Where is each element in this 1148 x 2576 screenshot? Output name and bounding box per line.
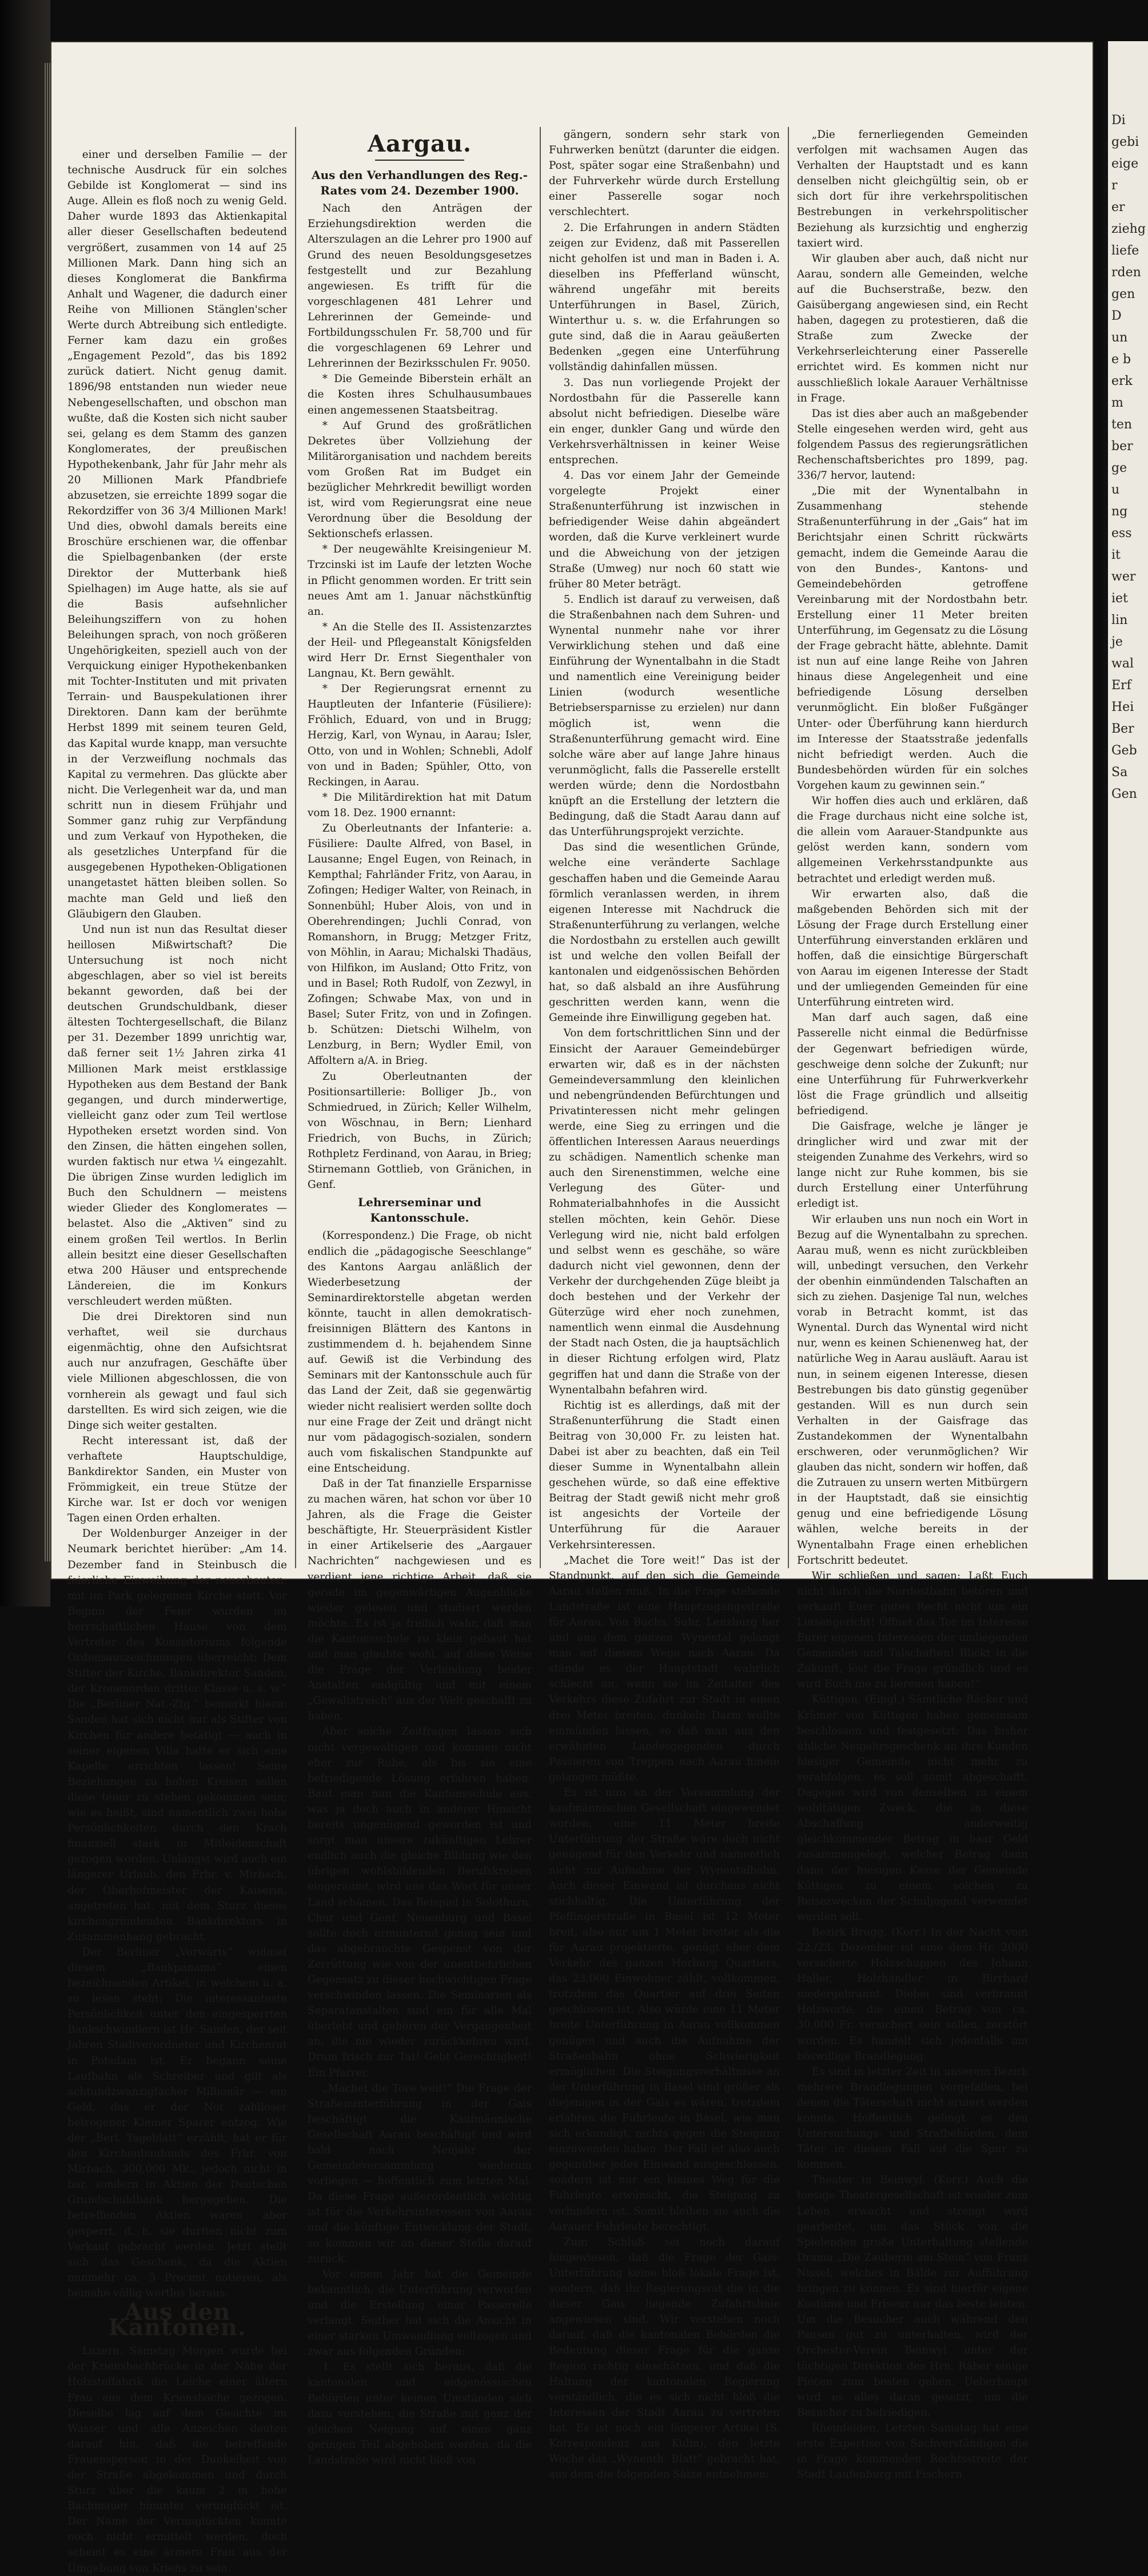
newspaper-page	[50, 41, 1094, 2574]
article-paragraph: Rheinfelden. Letzten Samstag hat eine erste Expertise von Sachverständigen die in Frage kommenden Rechtsstreite der Stadt Laufenburg mit Fischern	[797, 2422, 1028, 2481]
adjacent-page-fragment: ziehg	[1111, 222, 1146, 236]
adjacent-page-fragments	[1108, 41, 1148, 805]
article-paragraph: * Der Regierungsrat ernennt zu Hauptleuten der Infanterie (Füsiliere): Fröhlich, Eduard, von und in Brugg; Herzig, Karl, von Wynau, in Aarau; Isler, Otto, von und in Wohlen; Schnebli, Adolf von und in Baden; Spühler, Otto, von Reckingen, in Aarau.	[308, 683, 532, 788]
adjacent-page-fragment: ess	[1111, 526, 1132, 540]
adjacent-page-fragment: un	[1111, 331, 1128, 345]
article-paragraph: gängern, sondern sehr stark von Fuhrwerken benützt (darunter die eidgen. Post, später sogar eine Straßenbahn) und der Fuhrverkehr würde durch Erstellung einer Passerelle sogar noch verschlechtert.	[549, 129, 780, 218]
article-paragraph: * Die Gemeinde Biberstein erhält an die Kosten ihres Schulhausumbaues einen angemessenen Staatsbeitrag.	[308, 373, 532, 416]
article-paragraph: einer und derselben Familie — der technische Ausdruck für ein solches Gebilde ist Konglomerat — sind ins Auge. Allein es floß noch zu wenig Geld. Daher wurde 1893 das Aktienkapital aller dieser Gesellschaften bedeutend vergrößert, zusammen von 14 auf 25 Millionen Mark. Dann hing sich an dieses Konglomerat die Bankfirma Anhalt und Wagener, die dadurch einer Reihe von Millionen Stänglen'scher Werte durch Abtreibung sich entledigte. Ferner kam dazu ein großes „Engagement Pezold“, das bis 1892 zurück datiert. Nicht genug damit. 1896/98 entstanden nun wieder neue Nebengesellschaften, und obschon man wußte, daß die Kosten sich nicht sauber sei, gelang es dem Stamm des ganzen Konglomerates, der preußischen Hypothekenbank, Jahr für Jahr mehr als 20 Millionen Mark Pfandbriefe abzusetzen, sie erreichte 1899 sogar die Rekordziffer von 36 3/4 Millionen Mark! Und dies, obwohl damals bereits eine Broschüre erschienen war, die offenbar die Spielbagenbanken (der erste Direktor der Mutterbank hieß Spielhagen) im Auge hatte, als sie auf die Basis aufsehnlicher Beleihungsziffern von zu hohen Beleihungen sprach, von noch größeren Ungehörigkeiten, speziell auch von der Verquickung einiger Hypothekenbanken mit Tochter-Instituten und mit privaten Terrain- und Bauspekulationen ihrer Direktoren. Dann kam der berühmte Herbst 1899 mit seinem teuren Geld, das Kapital wurde knapp, man versuchte in der Verzweiflung nochmals das Kapital zu vermehren. Das glückte aber nicht. Die Verlegenheit war da, und man schritt nun in diesem Frühjahr und Sommer ganz ruhig zur Verpfändung und zum Verkauf von Hypotheken, die als gesetzliches Unterpfand für die ausgegebenen Hypotheken-Obligationen unangetastet hätten bleiben sollen. So machte man Geld und ließ den Gläubigern den Glauben.	[67, 149, 287, 920]
adjacent-page-fragment: Di	[1111, 113, 1126, 128]
column-rule	[788, 127, 789, 1568]
column-3	[549, 127, 780, 2481]
article-paragraph: 1. Es stellt sich heraus, daß die kantonalen und eidgenössischen Behörden unter keinen Umständen sich dazu verstehen, die Straße mit ganz der gleichen Neigung auf einen ganz geringen Teil abgehoben werden, da die Landstraße wird nicht bloß von	[308, 2361, 532, 2466]
article-paragraph: Das sind die wesentlichen Gründe, welche eine veränderte Sachlage geschaffen haben und die Gemeinde Aarau förmlich veranlassen werden, in ihrem eigenen Interesse mit Nachdruck die Straßenunterführung zu verlangen, welche die Nordostbahn zu erstellen auch gewillt ist und welche den vollen Beifall der kantonalen und eidgenössischen Behörden hat, so daß alsbald an ihre Ausführung geschritten werden kann, wenn die Gemeinde ihre Einwilligung gegeben hat.	[549, 841, 780, 1024]
adjacent-page-fragment: gebi	[1111, 135, 1139, 149]
adjacent-page-fragment: wal	[1111, 657, 1134, 671]
adjacent-page-fragment: erk	[1111, 374, 1133, 388]
column-4	[797, 127, 1028, 2481]
subheading: Lehrerseminar und Kantonsschule.	[358, 1195, 481, 1225]
adjacent-page-fragment: ten	[1111, 418, 1133, 432]
adjacent-page-fragment: ge	[1111, 461, 1127, 475]
adjacent-page-fragment: eige	[1111, 157, 1139, 171]
article-paragraph: Die Gaisfrage, welche je länger je dringlicher wird und zwar mit der steigenden Zunahme des Verkehrs, wird so lange nicht zur Ruhe kommen, bis sie durch Erstellung einer Unterführung erledigt ist.	[797, 1120, 1028, 1210]
article-paragraph: * An die Stelle des II. Assistenzarztes der Heil- und Pflegeanstalt Königsfelden wird Herr Dr. Ernst Siegenthaler von Langnau, Kt. Bern gewählt.	[308, 621, 532, 680]
article-paragraph: Richtig ist es allerdings, daß mit der Straßenunterführung die Stadt einen Beitrag von 30,000 Fr. zu leisten hat. Dabei ist aber zu beachten, daß ein Teil dieser Summe in Wynentalbahn allein geschehen würde, so daß eine effektive Beitrag der Stadt gewiß nicht mehr groß ist angesichts der Vorteile der Unterführung für die Aarauer Verkehrsinteressen.	[549, 1399, 780, 1551]
adjacent-page-fragment: u	[1111, 483, 1120, 497]
adjacent-page-fragment: Geb	[1111, 744, 1137, 758]
article-paragraph: Zu Oberleutnanten der Positionsartillerie: Bolliger Jb., von Schmiedrued, in Zürich; Keller Wilhelm, von Wöschnau, in Bern; Lienhard Friedrich, von Buchs, in Zürich; Rothpletz Ferdinand, von Aarau, in Brieg; Stirnemann Gottlieb, von Gränichen, in Genf.	[308, 1070, 532, 1191]
article-paragraph: Wir glauben aber auch, daß nicht nur Aarau, sondern alle Gemeinden, welche auf die Buchserstraße, bezw. den Gaisübergang angewiesen sind, ein Recht haben, dagegen zu protestieren, daß die Straße zum Zwecke der Verkehrserleichterung einer Passerelle errichtet wird. Es kommen nicht nur ausschließlich lokale Aarauer Verhältnisse in Frage.	[797, 252, 1028, 404]
article-paragraph: „Machet die Tore weit!“ Die Frage der Straßenunterführung in der Gais beschäftigt die Kaufmännische Gesellschaft Aarau beschäftigt und wird bald nach Neujahr der Gemeindeversammlung wiederum vorliegen — hoffentlich zum letzten Mal. Da diese Frage außerordentlich wichtig ist für die Verkehrsinteressen von Aarau und die künftige Entwicklung der Stadt, so kommen wir an dieser Stelle darauf zurück.	[308, 2082, 532, 2265]
article-paragraph: Zu Oberleutnants der Infanterie: a. Füsiliere: Daulte Alfred, von Basel, in Lausanne; Engel Eugen, von Reinach, in Kempthal; Fahrländer Fritz, von Aarau, in Zofingen; Hediger Walter, von Reinach, in Sonnenbühl; Huber Alois, von und in Oberehrendingen; Juchli Conrad, von Romanshorn, in Brugg; Metzger Fritz, von Möhlin, in Aarau; Michalski Thadäus, von Hilfikon, im Ausland; Otto Fritz, von und in Basel; Roth Rudolf, von Zezwyl, in Zofingen; Schwabe Max, von und in Basel; Suter Fritz, von und in Zofingen. b. Schützen: Dietschi Wilhelm, von Lenzburg, in Bern; Wydler Emil, von Affoltern a/A. in Brieg.	[308, 822, 532, 1067]
adjacent-page-fragment: liefe	[1111, 244, 1139, 258]
adjacent-page-fragment: m	[1111, 396, 1123, 410]
column-2	[308, 130, 532, 2466]
adjacent-page-fragment: D	[1111, 309, 1122, 323]
article-paragraph: Und nun ist nun das Resultat dieser heillosen Mißwirtschaft? Die Untersuchung ist noch nicht abgeschlagen, aber so viel ist bereits bekannt geworden, daß bei der deutschen Grundschuldbank, dieser ältesten Tochtergesellschaft, die Bilanz per 31. Dezember 1899 unrichtig war, daß ferner seit 1½ Jahren zirka 41 Millionen Mark meist erstklassige Hypotheken aus dem Bestand der Bank gegangen, und durch minderwertige, vielleicht ganz oder zum Teil wertlose Hypotheken ersetzt worden sind. Von den Zinsen, die hätten eingehen sollen, wurden faktisch nur etwa ¼ eingezahlt. Die übrigen Zinse wurden lediglich im Buch den Schuldnern — meistens wieder Glieder des Konglomerates — belastet. Also die „Aktiven“ sind zu einem großen Teil wertlos. In Berlin allein besitzt eine dieser Gesellschaften etwa 200 Häuser und entsprechende Ländereien, die im Konkurs verschleudert werden müßten.	[67, 923, 287, 1307]
adjacent-page-fragment: lin	[1111, 613, 1128, 627]
article-paragraph: Recht interessant ist, daß der verhaftete Hauptschuldige, Bankdirektor Sanden, ein Muster von Frömmigkeit, ein treue Stütze der Kirche war. Ist er doch vor wenigen Tagen einen Orden erhalten.	[67, 1434, 287, 1525]
heading-rule	[375, 160, 465, 161]
adjacent-page-fragment: Sa	[1111, 765, 1128, 780]
article-paragraph: Küttigen. (Eingl.) Sämtliche Bäcker und Krämer von Küttigen haben gemeinsam beschlossen und festgesetzt: Das bisher übliche Neujahrsgeschenk an ihre Kunden hiesiger Gemeinde nicht mehr zu verabfolgen, es soll somit abgeschafft. Dagegen wird von denselben zu einem wohltätigen Zweck, die in diese Abschaffung anderweitig gleichkommender Betrag in baar Geld zusammengelegt, welcher Betrag dann dann der hiesigen Kasse der Gemeinde Küttigen zu einem solchen zu Reisezwecken der Schuljugend verwendet werden soll.	[797, 1694, 1028, 1923]
column-rule	[295, 127, 296, 1568]
article-paragraph: „Machet die Tore weit!“ Das ist der Standpunkt, auf den sich die Gemeinde Aarau stellen muß. In die Frage stehende Landstraße ist eine Hauptzugangsstraße für Aarau. Von Buchs, Suhr, Lenzburg her und aus dem ganzen Wynental gelangt man auf diesem Wege nach Aarau. Da stände es der Hauptstadt wahrlich schlecht an, wenn sie im Zeitalter des Verkehrs diese Zufahrt zur Stadt in einen drei Meter breiten, dunkeln Darm wollte einmünden lassen, so daß man aus den erwähnten Landesgegenden durch Passieren von Treppen nach Aarau hinein gelangen müßte.	[549, 1554, 780, 1783]
column-1	[67, 147, 287, 2574]
article-paragraph: Der Woldenburger Anzeiger in der Neumark berichtet hierüber: „Am 14. Dezember fand in Steinbusch die feierliche Einweihung der neuerbauten, mit im Park gelegenen Kirche statt. Vor Beginn der Feier wurden im herrschaftlichen Hause von dem Vertreter des Konsistoriums folgende Ordensauszeichnungen überreicht: Dem Stifter der Kirche, Bankdirektor Sanden, der Kronenorden dritter Klasse u. s. w.“ Die „Berliner Nat.-Ztg.“ bemerkt hiezu: Sanden hat sich nicht nur als Stifter von Kirchen für andere betätigt — auch in seiner eigenen Villa hatte er sich eine Kapelle errichten lassen! Seine Beziehungen zu hohen Kreisen sollen diese teuer zu stehen gekommen sein; wie es heißt, sind namentlich zwei hohe Persönlichkeiten durch den Krach finanziell stark in Mitleidenschaft gezogen worden. Unlängst wird auch ein längerer Urlaub, den Frhr. v. Mirbach, der Oberhofmeister der Kaiserin, angetreten hat, mit dem Sturz dieses kirchengründenden Bankdirektors in Zusammenhang gebracht.	[67, 1528, 287, 1943]
article-paragraph: Theater in Beinwyl. (Korr.) Auch die hiesige Theatergesellschaft ist wieder zum Leben erwacht und strengt wird gearbeitet, um das Stück von die Spielenden große Unterhaltung stellende Drama „Die Zauberin am Stein“ von Franz Nissel, welches in Bälde zur Aufführung bringen zu können. Es sind hierfür eigene Kostüme und Friseur nur das beste leisten. Um die Besucher auch während den Pausen gut zu unterhalten, wird der Orchester-Verein Beinwyl unter der tüchtigen Direktion des Hrn. Räber einige Piecen zum besten geben. Ueberhaupt wird es alles daran gesetzt, um die Besucher zu befriedigen.	[797, 2174, 1028, 2419]
article-paragraph: Die drei Direktoren sind nun verhaftet, weil sie durchaus eigenmächtig, ohne den Aufsichtsrat auch nur anzufragen, Geschäfte über viele Millionen abgeschlossen, die von vornherein als gewagt und faul sich darstellten. Es wird sich zeigen, wie die Dinge sich weiter gestalten.	[67, 1311, 287, 1432]
adjacent-page-fragment: Ber	[1111, 722, 1134, 736]
article-paragraph: Vor einem Jahr hat die Gemeinde bekanntlich, die Unterführung verworfen und die Erstellung einer Passerelle verlangt. Seither hat sich die Ansicht in einer starken Umwandlung vollzogen und zwar aus folgenden Gründen:	[308, 2268, 532, 2358]
article-paragraph: Zum Schluß sei noch darauf hingewiesen, daß die Frage der Gais-Unterführung keine bloß lokale Frage ist, sondern, daß ihr Regierungsrat die in die dieser Gais liegende Zufahrtslinie angewiesen sind. Wir verstehen noch darauf, daß die kantonalen Behörden die Bedeutung dieser Frage für die ganze Region richtig einschätzen, und daß die Haltung der kantonalen Regierung verständlich, die es sich nicht bloß die Interessen der Stadt Aarau zu vertreten hat. Es ist noch ein längerer Artikel (S. Korrespondenz aus Kulm), den letzte Woche das „Wynenth. Blatt“ gebracht hat, aus dem die folgenden Sätze entnehmen:	[549, 2236, 780, 2481]
article-paragraph: Wir hoffen dies auch und erklären, daß die Frage durchaus nicht eine solche ist, die allein vom Aarauer-Standpunkte aus gelöst werden kann, sondern vom allgemeinen Verkehrsstandpunkte aus betrachtet und erledigt werden muß.	[797, 795, 1028, 885]
section-heading: Aus den Kantonen.	[108, 2299, 246, 2342]
column-rule	[540, 127, 541, 1568]
article-paragraph: Aber solche Zeitfragen lassen sich nicht vergewaltigen und kommen nicht eher zur Ruhe, als bis sie eine befriedigende Lösung erfahren haben. Baut man nun die Kantonsschule aus, was ja doch auch in anderer Hinsicht bereits ungenügend geworden ist und sorgt man unsere zukünftigen Lehrer endlich auch die gleiche Bildung wie den übrigen wohlsbildenden Berufskreisen eingeräumt, wird uns das Wort für unser Land schämen. Das Beispiel in Solothurn, Chur und Genf, Neuenburg und Basel sollte doch ermunternd genug sein und das abgebrauchte Gespenst von der Zerrüttung wie von der unentbehrlichen Gegensatz zu dieser hochwichtigen Frage verschwinden lassen. Die Seminarien als Separatanstalten sind ein für alle Mal überlebt und gehören der Vergangenheit an, die nie wieder zurückkehren wird. Drum frisch zur Tat! Gebt Gerechtigkeit! Ein Pfarrer.	[308, 1726, 532, 2079]
article-paragraph: Es ist nun an der Versammlung der kaufmännischen Gesellschaft eingewendet worden, eine 11 Meter breite Unterführung der Straße wäre doch nicht genügend für den Verkehr und namentlich nicht zur Aufnahme der Wynentalbahn. Auch dieser Einwand ist durchaus nicht stichhaltig. Die Unterführung der Pfeffingerstraße in Basel ist 12 Meter breit, also nur um 1 Meter breiter als die für Aarau projektierte, genügt aber dem Verkehr des ganzen Horburg Quartiers, das 23,000 Einwohner zählt, vollkommen, trotzdem das Quartier auf drei Seiten geschlossen ist. Also würde eine 11 Meter breite Unterführung in Aarau vollkommen genügen und auch die Aufnahme der Straßenbahn ohne Schwierigkeit ermöglichen. Die Steigungsverhältnisse an der Unterführung in Basel sind größer als diejenigen in der Gais es wären, trotzdem erfahren die Fuhrleute in Basel, wie man sich erkundigt, nichts gegen die Steigung einzuwenden haben. Der Fall ist also auch gegenüber jedes Einwand ausgeschlossen, sondern ist nur ein kleines Weg für die Fuhrleute erwünscht, die Steigung zu verhindern ist. Somit bleiben sie auch die Aarauer Fuhrleute berechtigt.	[549, 1787, 780, 2233]
article-paragraph: 5. Endlich ist darauf zu verweisen, daß die Straßenbahnen nach dem Suhren- und Wynental nunmehr nahe vor ihrer Verwirklichung stehen und daß eine Einführung der Wynentalbahn in die Stadt und namentlich eine Vereinigung beider Linien (wodurch wesentliche Betriebsersparnisse zu erzielen) nur dann möglich ist, wenn die Straßenunterführung gemacht wird. Eine solche wäre aber auf lange Jahre hinaus verunmöglicht, falls die Passerelle erstellt werden würde; denn die Nordostbahn knüpft an die Erstellung der letztern die Bedingung, daß die Stadt Aarau dann auf das Unterführungsprojekt verzichte.	[549, 593, 780, 838]
article-paragraph: „Die fernerliegenden Gemeinden verfolgen mit wachsamen Augen das Verhalten der Hauptstadt und es kann denselben nicht gleichgültig sein, ob er sich dort für ihre verkehrspolitischen Bestrebungen in verkehrspolitischer Beziehung als kurzsichtig und engherzig taxiert wird.	[797, 129, 1028, 249]
article-paragraph: Von dem fortschrittlichen Sinn und der Einsicht der Aarauer Gemeindebürger erwarten wir, daß es in der nächsten Gemeindeversammlung den kleinlichen und nebengründenden Befürchtungen und Privatinteressen nicht mehr gelingen werde, eine Sieg zu erringen und die öffentlichen Interessen Aaraus neuerdings zu schädigen. Namentlich schenke man auch den Sirenenstimmen, welche eine Verlegung des Güter- und Rohmaterialbahnhofes in die Aussicht stellen möchten, kein Gehör. Diese Verlegung wird nie, nicht bald erfolgen und selbst wenn es geschähe, so wäre dadurch nicht viel gewonnen, denn der Verkehr der durchgehenden Züge bleibt ja doch bestehen und der Verkehr der Güterzüge wird eher noch zunehmen, namentlich wenn einmal die Ausdehnung der Stadt nach Osten, die ja hauptsächlich in dieser Richtung erfolgen wird, Platz gegriffen hat und dann die Straße von der Wynentalbahn befahren wird.	[549, 1027, 780, 1396]
article-paragraph: * Die Militärdirektion hat mit Datum vom 18. Dez. 1900 ernannt:	[308, 791, 532, 819]
adjacent-page-fragment: r	[1111, 178, 1118, 193]
article-paragraph: * Der neugewählte Kreisingenieur M. Trzcinski ist im Laufe der letzten Woche in Pflicht genommen worden. Er tritt sein neues Amt am 1. Januar nächstkünftig an.	[308, 543, 532, 618]
article-paragraph: Wir schließen und sagen: Laßt Euch nicht durch die Nordostbahn betören und verkauft Euer gutes Recht nicht um ein Linsengericht! Öffnet das Tor im Interesse Eurer eigenen Interessen der umliegenden Gemeinden und Talschaften! Blickt in die Zukunft, löst die Frage gründlich und es wird Euch nie zu bereuen haben!“	[797, 1569, 1028, 1691]
adjacent-page-fragment: iet	[1111, 591, 1128, 606]
subheading: Aus den Verhandlungen des Reg.-Rates vom 24. Dezember 1900.	[312, 168, 528, 198]
adjacent-page-fragment: e b	[1111, 352, 1131, 367]
article-paragraph: 3. Das nun vorliegende Projekt der Nordostbahn für die Passerelle kann absolut nicht befriedigen. Dieselbe wäre ein enger, dunkler Gang und würde den Verkehrsverhältnissen in keiner Weise entsprechen.	[549, 376, 780, 466]
section-heading: Aargau.	[368, 130, 472, 157]
article-paragraph: Man darf auch sagen, daß eine Passerelle nicht einmal die Bedürfnisse der Gegenwart befriedigen würde, geschweige denn solche der Zukunft; nur eine Unterführung für Fuhrwerkverkehr löst die Frage gründlich und allseitig befriedigend.	[797, 1012, 1028, 1117]
article-paragraph: Nach den Anträgen der Erziehungsdirektion werden die Alterszulagen an die Lehrer pro 1900 auf Grund des neuen Besoldungsgesetzes festgestellt und zur Bezahlung angewiesen. Es trifft für die vorgeschlagenen 481 Lehrer und Lehrerinnen der Gemeinde- und Fortbildungsschulen Fr. 58,700 und für die vorgeschlagenen 69 Lehrer und Lehrerinnen der Bezirksschulen Fr. 9050.	[308, 202, 532, 370]
adjacent-page-fragment: ber	[1111, 439, 1133, 454]
adjacent-page-fragment: gen	[1111, 287, 1135, 301]
article-paragraph: 4. Das vor einem Jahr der Gemeinde vorgelegte Projekt einer Straßenunterführung ist inzwischen in befriedigender Weise dahin abgeändert worden, daß die Kurve verkleinert wurde und die Abweichung von der jetzigen Straße (Umweg) nur noch 60 statt wie früher 80 Meter beträgt.	[549, 470, 780, 590]
adjacent-page-fragment: er	[1111, 200, 1125, 214]
adjacent-page-fragment: Gen	[1111, 787, 1137, 801]
article-paragraph: 2. Die Erfahrungen in andern Städten zeigen zur Evidenz, daß mit Passerellen nicht geholfen ist und man in Baden i. A. dieselben ins Pfefferland wünscht, während ungefähr mit bereits Unterführungen in Basel, Zürich, Winterthur u. s. w. die Erfahrungen so gute sind, daß die in Aarau geäußerten Bedenken „gegen eine Unterführung vollständig dahinfallen müssen.	[549, 221, 780, 373]
article-paragraph: (Korrespondenz.) Die Frage, ob nicht endlich die „pädagogische Seeschlange“ des Kantons Aargau anläßlich der Wiederbesetzung der Seminardirektorstelle abgetan werden könnte, taucht in allen demokratisch-freisinnigen Blättern des Kantons in zustimmendem d. h. bejahendem Sinne auf. Gewiß ist die Verbindung des Seminars mit der Kantonsschule auch für das Land der Zeit, daß sie gegenwärtig wieder nicht realisiert werden sollte doch nur eine Frage der Zeit und drängt nicht nur vom pädagogisch-sozialen, sondern auch vom fiskalischen Standpunkte auf eine Entscheidung.	[308, 1230, 532, 1474]
adjacent-page-fragment: ng	[1111, 504, 1128, 519]
adjacent-page-fragment: it	[1111, 548, 1121, 562]
article-paragraph: Daß in der Tat finanzielle Ersparnisse zu machen wären, hat schon vor über 10 Jahren, als die Frage die Geister beschäftigte, Hr. Steuerpräsident Kistler in einer Artikelserie des „Aargauer Nachrichten“ nachgewiesen und es verdient jene richtige Arbeit, daß sie gerade im gegenwärtigen Augenblicke wieder gelesen und studiert werden möchte. Es ist ja freilich wahr, daß man die Kantonsschule zu klein gebaut hat und man glaubte wohl, auf diese Weise die Frage der Verbindung beider Anstalten endgültig und mit einem „Gewaltstreich“ aus der Welt geschafft zu haben.	[308, 1477, 532, 1723]
adjacent-page-strip	[1103, 41, 1148, 1580]
article-paragraph: Wir erwarten also, daß die maßgebenden Behörden sich mit der Lösung der Frage durch Erstellung einer Unterführung einverstanden erklären und hoffen, daß die einsichtige Bürgerschaft von Aarau im eigenen Interesse der Stadt und der umliegenden Gemeinden für eine Unterführung eintreten wird.	[797, 888, 1028, 1009]
book-binding	[0, 0, 50, 1607]
article-paragraph: „Die mit der Wynentalbahn in Zusammenhang stehende Straßenunterführung in der „Gais“ hat im Berichtsjahr einen Schritt rückwärts gemacht, indem die Gemeinde Aarau die von den Bundes-, Kantons- und Gemeindebehörden getroffene Vereinbarung mit der Nordostbahn betr. Erstellung einer 11 Meter breiten Unterführung, im Gegensatz zu die Lösung der Frage gebracht hätte, ablehnte. Damit ist nun auf eine lange Reihe von Jahren hinaus diese Angelegenheit und eine befriedigende Lösung derselben verunmöglicht. Ein bloßer Fußgänger Unter- oder Überführung kann hierdurch im Interesse der Staatsstraße jedenfalls nicht befriedigt werden. Auch die Bundesbehörden würden für ein solches Vorgehen kaum zu gewinnen sein.“	[797, 485, 1028, 792]
article-paragraph: Luzern. Samstag Morgen wurde bei der Kriensbachbrücke in der Nähe der Holzstoffabrik die Leiche einer ältern Frau aus dem Kriensbache gezogen. Dieselbe lag auf dem Gesichte im Wasser und alle Anzeichen deuten darauf hin, daß die betreffende Frauensperson in der Dunkelheit von der Straße abgekommen und durch Sturz über die kaum 2 m hohe Bachmauer hinunter verunglückt ist. Der Name der Verunglückten konnte noch nicht ermittelt werden, doch scheint es eine ärmere Frau aus der Umgebung von Kriens zu sein.	[67, 2345, 287, 2574]
adjacent-page-fragment: Hei	[1111, 700, 1134, 714]
article-paragraph: Wir erlauben uns nun noch ein Wort in Bezug auf die Wynentalbahn zu sprechen. Aarau muß, wenn es nicht zurückbleiben will, unbedingt versuchen, den Verkehr der obenhin einmündenden Talschaften an sich zu ziehen. Dasjenige Tal nun, welches vorab in Betracht kommt, ist das Wynental. Durch das Wynental wird nicht nur, wenn es keinen Schienenweg hat, der natürliche Weg in Aarau ausläuft. Aarau ist nun, in seinem eigenen Interesse, diesen Bestrebungen bis dato günstig gegenüber gestanden. Will es nun durch sein Verhalten in der Gaisfrage das Zustandekommen der Wynentalbahn erschweren, oder verunmöglichen? Wir glauben das nicht, sondern wir hoffen, daß die Zutrauen zu unsern werten Mitbürgern in der Hauptstadt, daß sie einsichtig genug und eine befriedigende Lösung wählen, welche bereits in der Wynentalbahn Frage einen erheblichen Fortschritt bedeutet.	[797, 1213, 1028, 1567]
article-paragraph: Das ist dies aber auch an maßgebender Stelle eingesehen werden wird, geht aus folgendem Passus des regierungsrätlichen Rechenschaftsberichtes pro 1899, pag. 336/7 hervor, lautend:	[797, 407, 1028, 482]
adjacent-page-fragment: je	[1111, 635, 1123, 649]
article-paragraph: Der Berliner „Vorwärts“ widmet diesem „Bankpanama“ einen bezeichnenden Artikel, in welchem u. a. zu lesen steht: Die interessanteste Persönlichkeit unter den eingesperrten Bankschwindlern ist Hr. Sanden, der seit Jahren Stadtverordneter und Kirchenrat in Potsdam ist. Er begann seine Laufbahn als Schreiber und gilt als achtundzwanzigfacher Millionär — ein Geld, das er der Not zahlloser betrogener Kleiner Sparer entzog. Wie der „Berl. Tageblatt“ erzählt, hat er für den Kirchenbaufonds des Frhr. von Mirbach, 300,000 Mk., jedoch nicht in bar, sondern in Aktien der Deutschen Grundschuldbank hergegeben. Die betreffenden Aktien waren aber gesperrt, d. h. sie durften nicht zum Verkauf gebracht werden. Jetzt stellt sich das Geschenk, da die Aktien nunmehr ca. 5 Procent notieren, als beinahe völlig wertlos heraus.	[67, 1946, 287, 2299]
adjacent-page-fragment: wer	[1111, 570, 1136, 584]
article-paragraph: * Auf Grund des großrätlichen Dekretes über Vollziehung der Militärorganisation und nachdem bereits vom Großen Rat im Budget ein bezüglicher Mehrkredit bewilligt worden ist, wird vom Regierungsrat eine neue Verordnung über die Besoldung der Sektionschefs erlassen.	[308, 419, 532, 540]
adjacent-page-fragment: rden	[1111, 265, 1141, 280]
adjacent-page-fragment: Erf	[1111, 678, 1131, 693]
article-paragraph: Bezirk Brugg. (Korr.) In der Nacht vom 22./23. Dezember ist eine dem Hr. 2000 versicherte Holzschuppen des Johann Haller, Holzhändler in Birrhard niedergebrannt. Diebei sind verbrannt Holzworte, die einen Betrag von ca. 30,000 Fr. versichert sein sollen, zerstört worden. Es handelt sich jedenfalls um böswillige Brandlegung.	[797, 1926, 1028, 2062]
article-paragraph: Es sind in letzter Zeit in unserem Bezirk mehrere Brandlegungen vorgefallen, bei denen die Täterschaft nicht eruiert werden konnte. Hoffentlich gelingt es den Untersuchungs- und Strafbehörden, dem Täter in diesem Fall auf die Spur zu kommen.	[797, 2065, 1028, 2171]
